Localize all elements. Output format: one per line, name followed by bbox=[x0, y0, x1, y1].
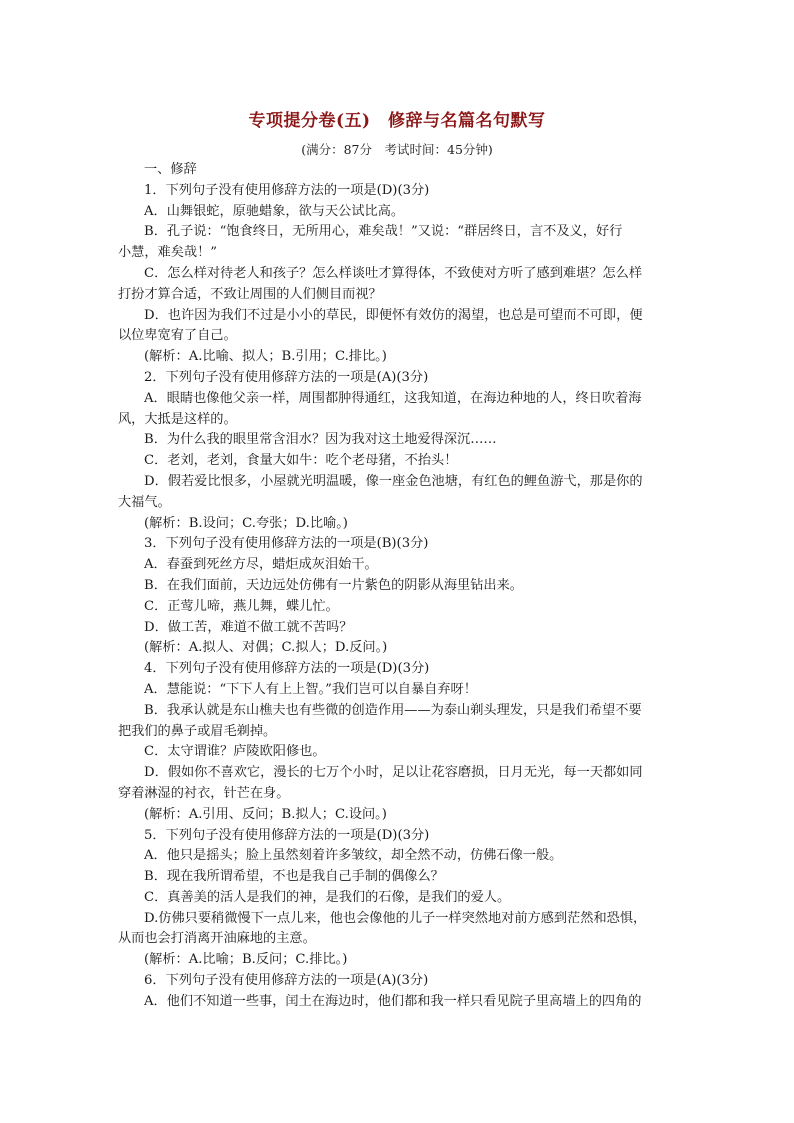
question-stem: 6．下列句子没有使用修辞方法的一项是(A)(3分) bbox=[144, 973, 429, 989]
explanation: (解析：A.比喻、拟人；B.引用；C.排比。) bbox=[144, 349, 387, 365]
option-continuation: 小慧，难矣哉！” bbox=[118, 245, 218, 261]
option-line: D．假若爱比恨多，小屋就光明温暖，像一座金色池塘，有红色的鲤鱼游弋，那是你的 bbox=[144, 473, 643, 489]
option-line: D．假如你不喜欢它，漫长的七万个小时，足以让花容磨损，日月无光，每一天都如同 bbox=[144, 765, 643, 781]
question-stem: 4．下列句子没有使用修辞方法的一项是(D)(3分) bbox=[144, 661, 430, 677]
option-continuation: 大福气。 bbox=[118, 494, 171, 510]
option-continuation: 风，大抵是这样的。 bbox=[118, 411, 237, 427]
option-line: C．老刘，老刘，食量大如牛：吃个老母猪，不抬头！ bbox=[144, 453, 458, 469]
option-continuation: 把我们的鼻子或眉毛剃掉。 bbox=[118, 723, 277, 739]
option-line: A．他只是摇头；脸上虽然刻着许多皱纹，却全然不动，仿佛石像一般。 bbox=[144, 848, 563, 864]
document-title: 专项提分卷(五) 修辞与名篇名句默写 bbox=[248, 111, 546, 131]
option-line: A．春蚕到死丝方尽，蜡炬成灰泪始干。 bbox=[144, 557, 378, 573]
exam-info: (满分：87分 考试时间：45分钟) bbox=[301, 142, 493, 157]
option-continuation: 从而也会打消离开油麻地的主意。 bbox=[118, 931, 316, 947]
option-continuation: 穿着淋湿的衬衣，针芒在身。 bbox=[118, 785, 290, 801]
section-heading: 一、修辞 bbox=[144, 162, 197, 177]
option-line: A．眼睛也像他父亲一样，周围都肿得通红，这我知道，在海边种地的人，终日吹着海 bbox=[144, 390, 642, 406]
option-line: A．他们不知道一些事，闰土在海边时，他们都和我一样只看见院子里高墙上的四角的 bbox=[144, 993, 642, 1009]
question-stem: 2．下列句子没有使用修辞方法的一项是(A)(3分) bbox=[144, 369, 429, 385]
question-stem: 3．下列句子没有使用修辞方法的一项是(B)(3分) bbox=[144, 536, 429, 552]
option-line: B．在我们面前，天边远处仿佛有一片紫色的阴影从海里钻出来。 bbox=[144, 577, 523, 593]
option-line: D.仿佛只要稍微慢下一点儿来，他也会像他的儿子一样突然地对前方感到茫然和恐惧， bbox=[144, 910, 647, 926]
option-line: D．也许因为我们不过是小小的草民，即便怀有效仿的渴望，也总是可望而不可即，便 bbox=[144, 307, 643, 323]
option-line: A．慧能说：“下下人有上上智。”我们岂可以自暴自弃呀！ bbox=[144, 681, 477, 697]
explanation: (解析：A.引用、反问；B.拟人；C.设问。) bbox=[144, 806, 387, 822]
question-stem: 1．下列句子没有使用修辞方法的一项是(D)(3分) bbox=[144, 182, 430, 198]
explanation: (解析：A.拟人、对偶；C.拟人；D.反问。) bbox=[144, 640, 388, 656]
option-line: B．为什么我的眼里常含泪水？因为我对这土地爱得深沉…… bbox=[144, 432, 497, 448]
option-line: C．正莺儿啼，燕儿舞，蝶儿忙。 bbox=[144, 598, 339, 614]
option-line: B．我承认就是东山樵夫也有些微的创造作用——为泰山剃头理发，只是我们希望不要 bbox=[144, 702, 642, 718]
explanation: (解析：B.设问；C.夸张；D.比喻。) bbox=[144, 515, 348, 531]
explanation: (解析：A.比喻；B.反问；C.排比。) bbox=[144, 952, 348, 968]
option-continuation: 打扮才算合适，不致让周围的人们侧目而视？ bbox=[118, 286, 382, 302]
question-content bbox=[118, 160, 678, 1013]
option-line: B．现在我所谓希望，不也是我自己手制的偶像么？ bbox=[144, 869, 444, 885]
option-line: C．怎么样对待老人和孩子？怎么样谈吐才算得体，不致使对方听了感到难堪？怎么样 bbox=[144, 265, 643, 281]
option-line: C．真善美的活人是我们的神，是我们的石像，是我们的爱人。 bbox=[144, 889, 511, 905]
question-stem: 5．下列句子没有使用修辞方法的一项是(D)(3分) bbox=[144, 827, 430, 843]
option-line: A．山舞银蛇，原驰蜡象，欲与天公试比高。 bbox=[144, 203, 405, 219]
option-line: B．孔子说：“饱食终日，无所用心，难矣哉！”又说：“群居终日，言不及义，好行 bbox=[144, 224, 623, 240]
option-line: D．做工苦，难道不做工就不苦吗？ bbox=[144, 619, 353, 635]
option-continuation: 以位卑宽宥了自己。 bbox=[118, 328, 237, 344]
option-line: C．太守谓谁？庐陵欧阳修也。 bbox=[144, 744, 326, 760]
